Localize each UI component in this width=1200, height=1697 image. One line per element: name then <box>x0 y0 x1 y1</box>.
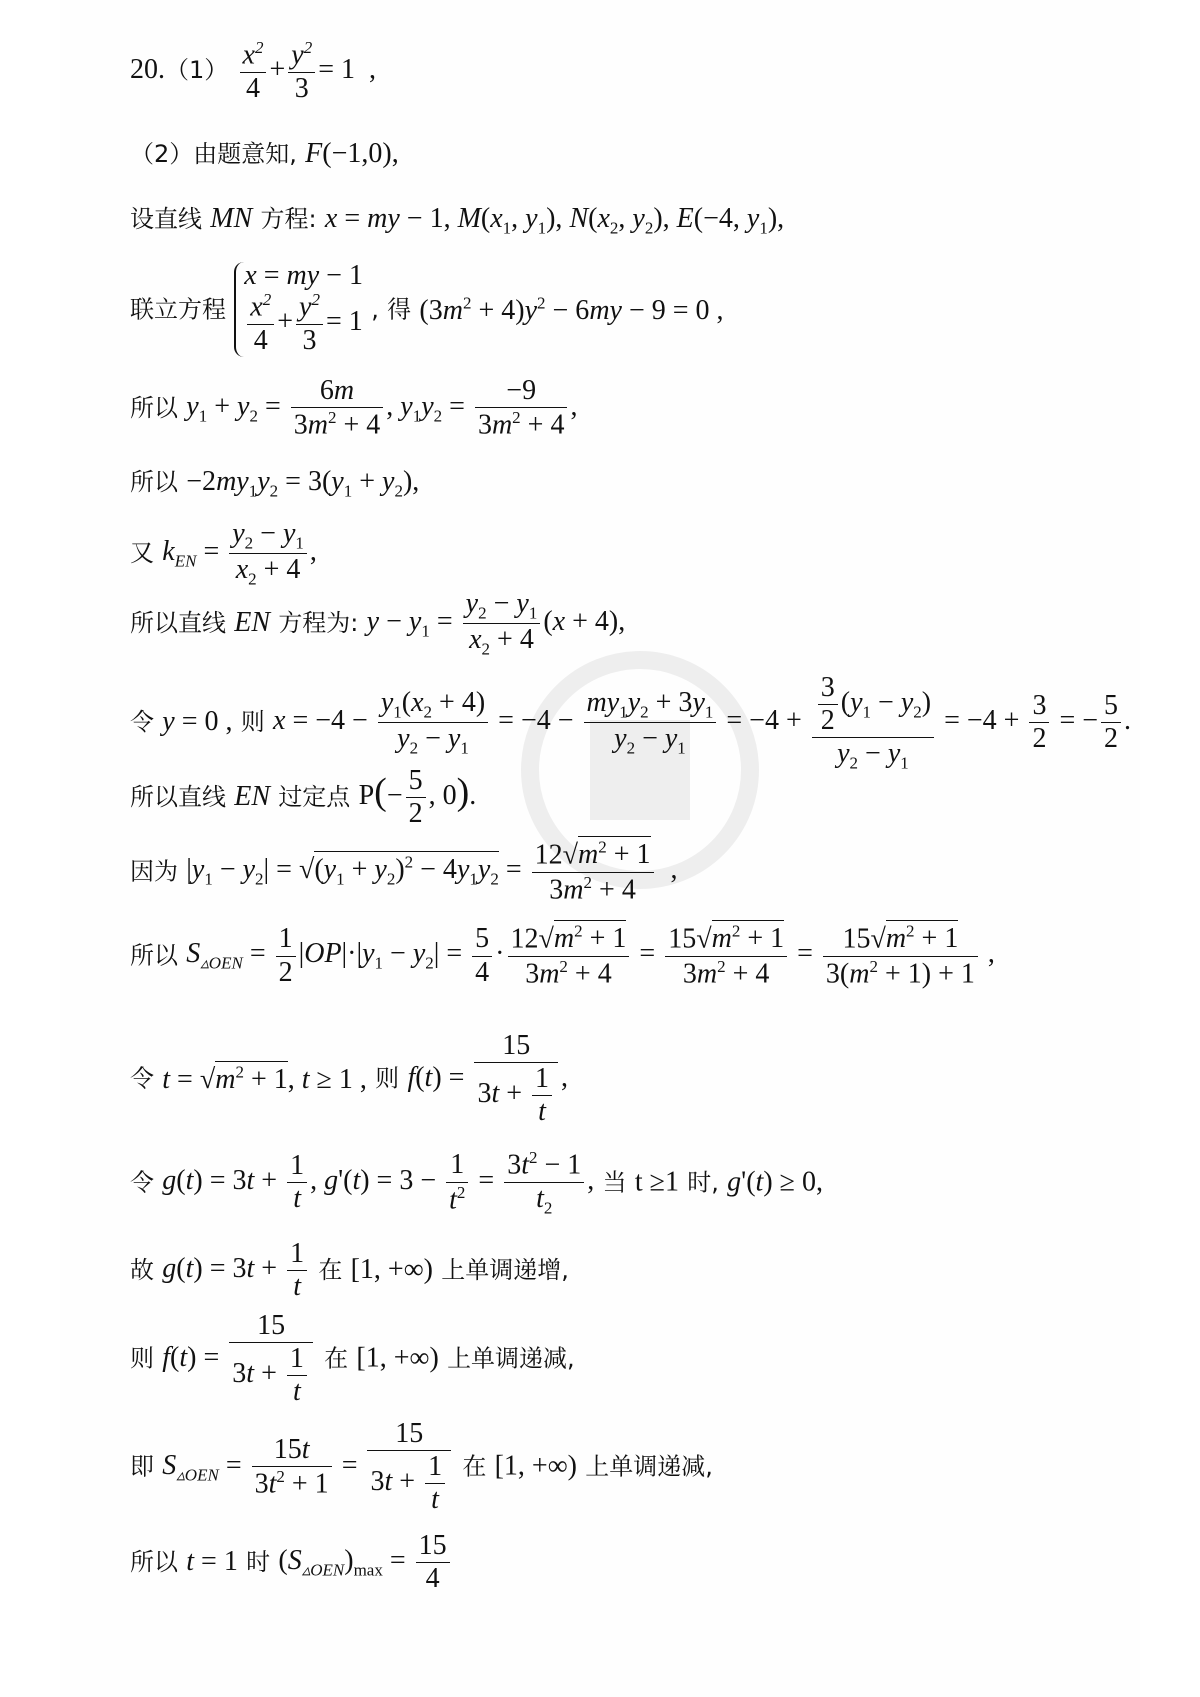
decreasing-s-line: 即 $S_{▵OEN}$ = $\frac{15t}{3t^2 + 1}$ = 15 3t + $\frac{1}{t}$ 在 [1, +∞) 上单调递减, <box>130 1418 713 1516</box>
vieta-line: 所以 $y_1 + y_2$ = $\frac{6m}{3m^2 + 4}$ , $y_1y_2$ = $\frac{-9}{3m^2 + 4}$ , <box>130 375 578 441</box>
increasing-line: 故 g(t) = 3t + $\frac{1}{t}$ 在 [1, +∞) 上单调递增, <box>130 1238 569 1303</box>
x-intercept-line: 令 y = 0 , 则 x = −4 − $\frac{y_1(x_2 + 4)}{y_2 - y_1}$ = −4 − $\frac{my_1y_2 + 3y_1}{y_2 - y_1}$ = −4 + $\frac{3}{2}$ $(y_1 - y_2)$ $y_2 - y_1$ = −4 + $\frac{3}{2}$ = − $\frac{5}{2}$ . <box>130 672 1132 773</box>
substitute-line: 令 $t = √m^2 + 1$, t ≥ 1 , 则 f(t) = 15 3t + $\frac{1}{t}$ , <box>130 1030 569 1128</box>
document-page <box>60 0 1140 1697</box>
max-line: 所以 t = 1 时 $(S_{▵OEN})_{max}$ = $\frac{15}{4}$ <box>130 1530 453 1595</box>
decreasing-f-line: 则 f(t) = 15 3t + $\frac{1}{t}$ 在 [1, +∞) 上单调递减, <box>130 1310 575 1408</box>
distance-line: 因为 $|y_1 - y_2| = √(y_1 + y_2)^2 - 4y_1y_2$ = $\frac{12√m^2 + 1}{3m^2 + 4}$ , <box>130 838 678 905</box>
part2-line: （2）由题意知, F(−1,0), <box>130 138 399 169</box>
system-line: 联立方程 x = my − 1 $\frac{x^2}{4}$ + $\frac{y^2}{3}$ = 1 , 得 $(3m^2 + 4)y^2 - 6my - 9 = 0$ , <box>130 260 724 356</box>
derivative-line: 令 g(t) = 3t + $\frac{1}{t}$ , g'(t) = 3 − $\frac{1}{t^2}$ = $\frac{3t^2 - 1}{t_2}$ , 当 t ≥1 时, g'(t) ≥ 0, <box>130 1148 824 1218</box>
set-line: 设直线 MN 方程: x = my − 1, $M(x_1$, $y_1$), $N(x_2$, $y_2$), E(−4, $y_1$), <box>130 203 785 238</box>
fixed-point-line: 所以直线 EN 过定点 P(− $\frac{5}{2}$ , 0). <box>130 765 477 830</box>
problem-number: 20. <box>130 53 165 85</box>
part2-label: （2）由题意知, <box>130 140 297 168</box>
area-line: 所以 $S_{▵OEN}$ = $\frac{1}{2}$ $|OP|\cdot|y_1 - y_2|$ = $\frac{5}{4}$ · $\frac{12√m^2 + 1}{3m^2 + 4}$ = $\frac{15√m^2 + 1}{3m^2 + 4}$ = $\frac{15√m^2 + 1}{3(m^2 + 1) + 1}$ , <box>130 922 995 989</box>
slope-line: 又 $k_{EN}$ = $\frac{y_2 - y_1}{x_2 + 4}$ , <box>130 518 317 589</box>
en-equation-line: 所以直线 EN 方程为: $y - y_1$ = $\frac{y_2 - y_1}{x_2 + 4}$ (x + 4), <box>130 588 626 659</box>
part1-label: （1） <box>165 55 229 84</box>
part1-line: 20.（1） $\frac{x^2}{4}$ + $\frac{y^2}{3}$ = 1 , <box>130 38 377 104</box>
relation-line: 所以 $-2my_1y_2 = 3(y_1 + y_2)$, <box>130 466 420 501</box>
